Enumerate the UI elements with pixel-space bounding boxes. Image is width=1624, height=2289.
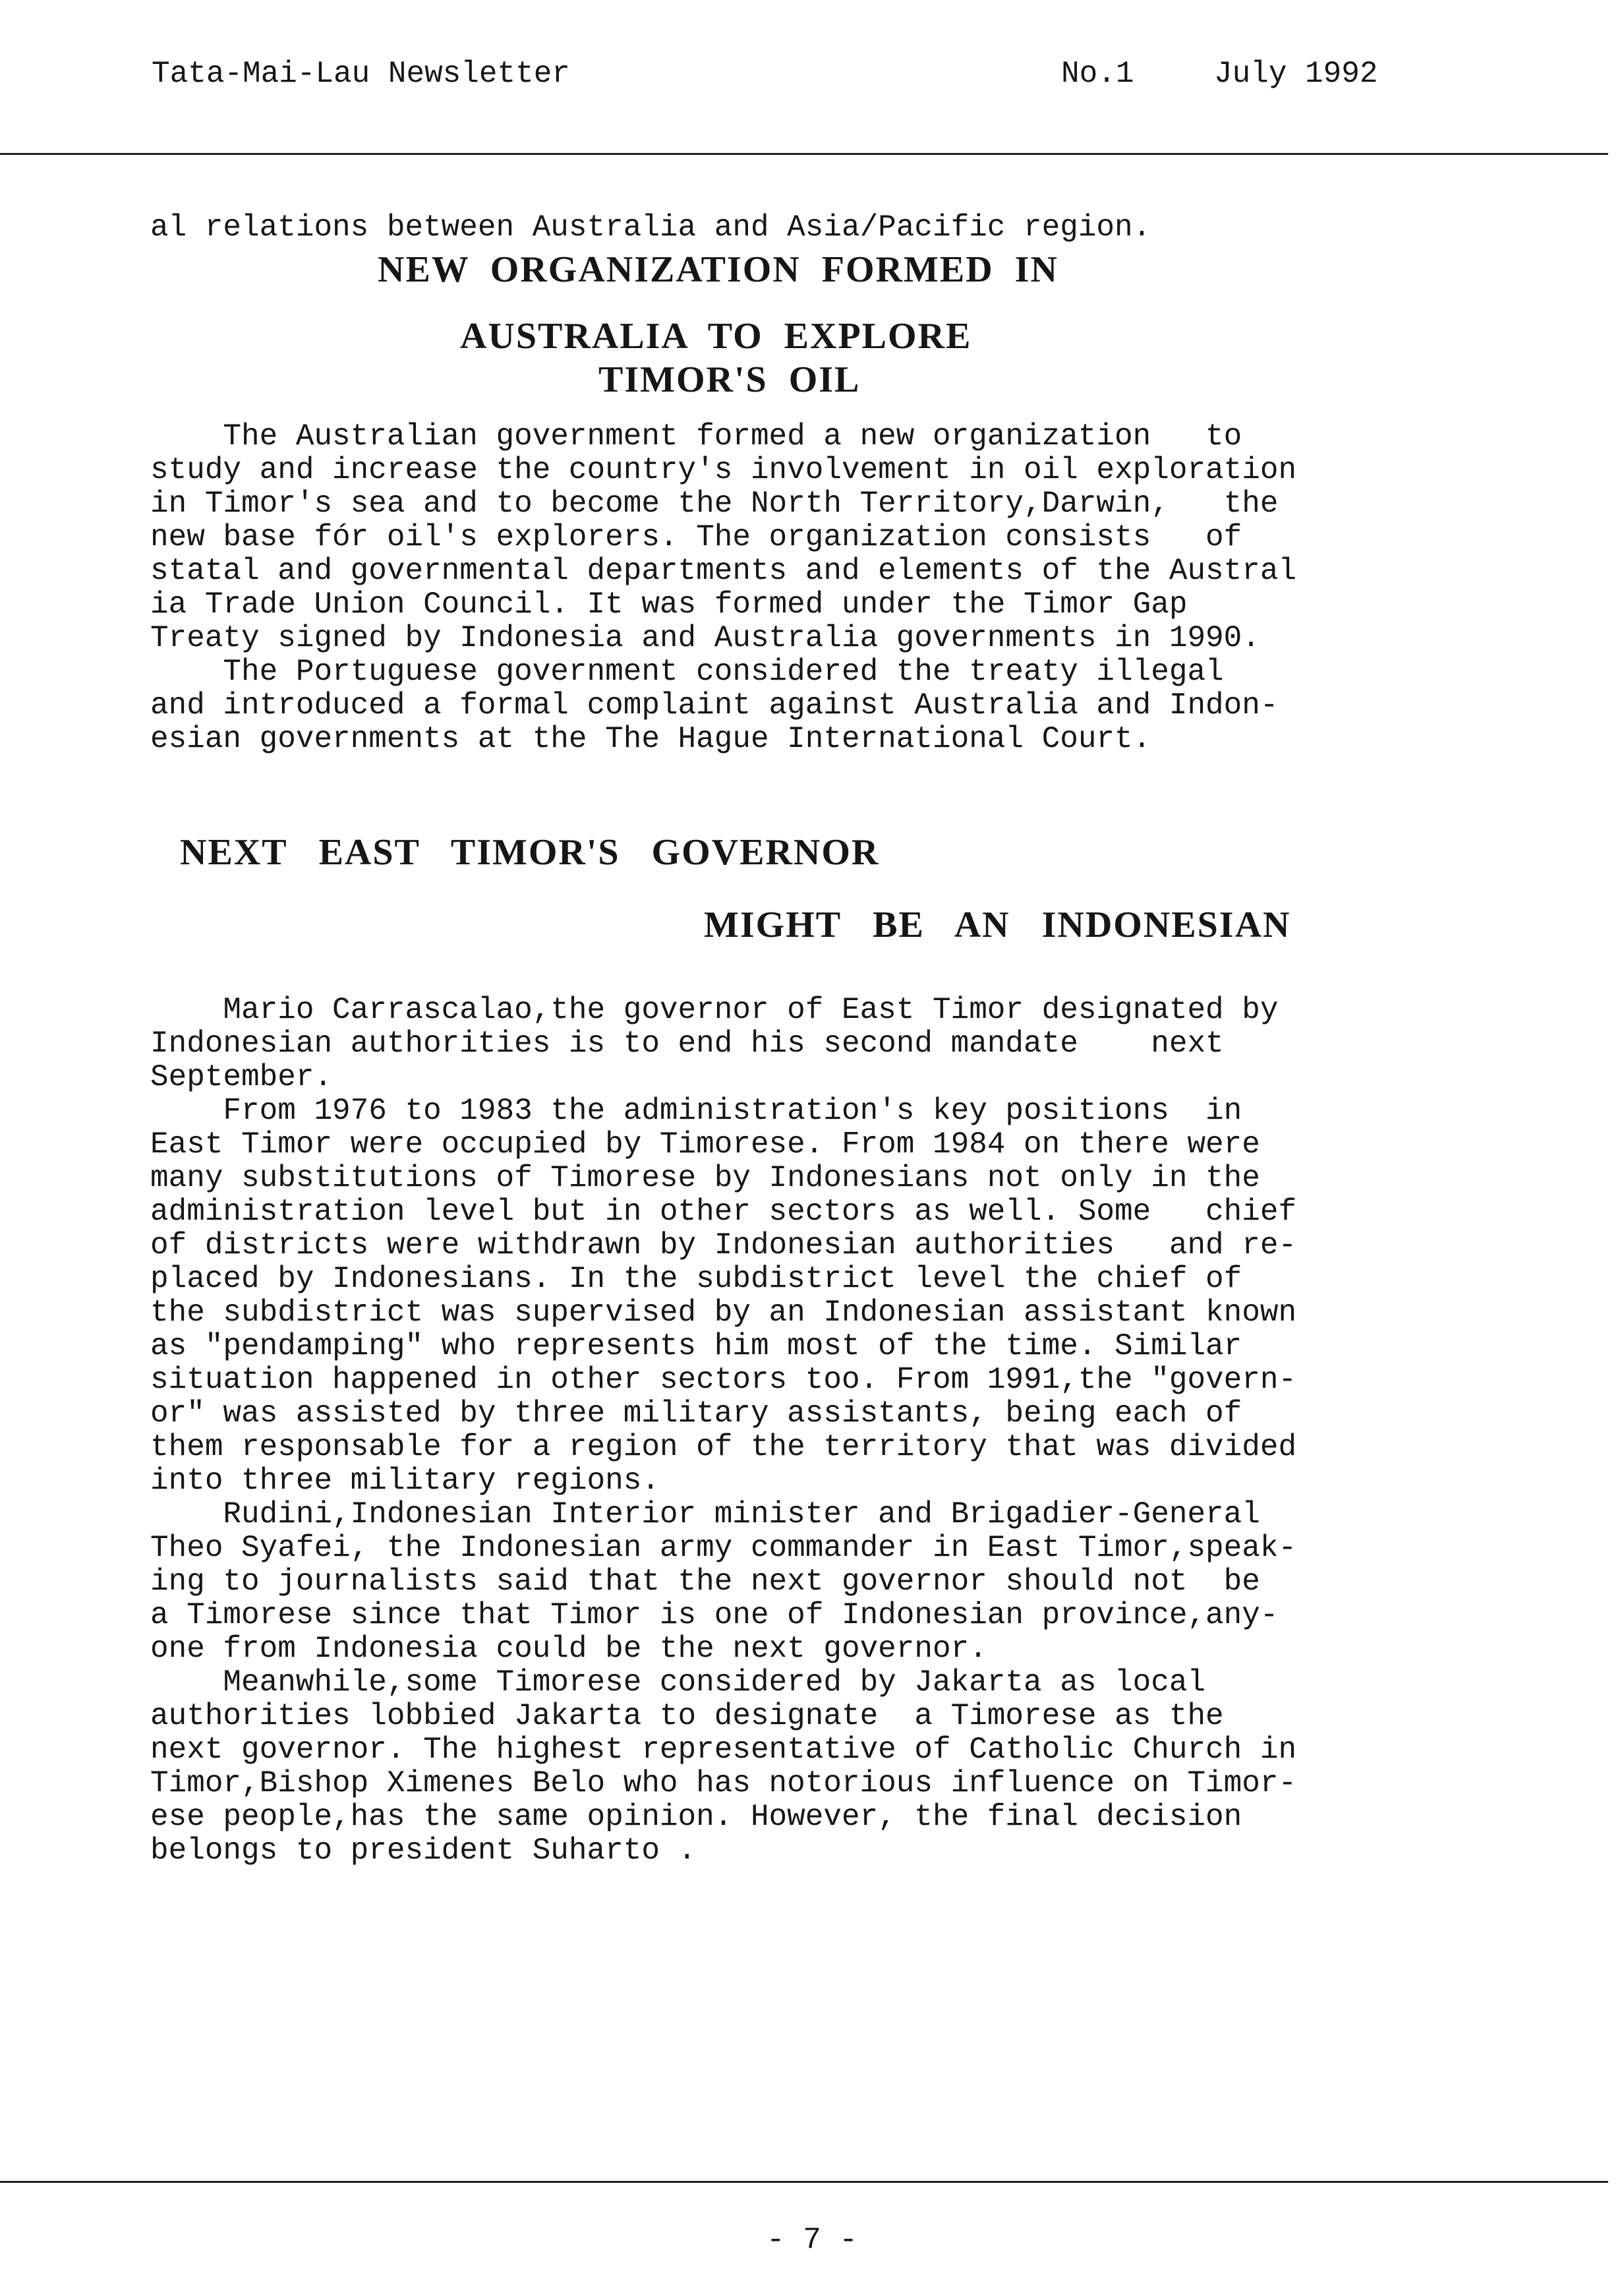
article1-body-line: and introduced a formal complaint against Australia and Indon- (150, 688, 1279, 723)
article2-body-line: authorities lobbied Jakarta to designate a Timorese as the (150, 1699, 1224, 1733)
article2-body-line: situation happened in other sectors too. From 1991,the "govern- (150, 1363, 1297, 1397)
article1-body-line: The Australian government formed a new organization to (150, 419, 1242, 454)
newsletter-title: Tata-Mai-Lau Newsletter (152, 57, 570, 91)
article1-headline-line3: TIMOR'S OIL (598, 359, 861, 400)
article2-body-line: one from Indonesia could be the next governor. (150, 1632, 987, 1666)
article1-body-line: The Portuguese government considered the treaty illegal (150, 655, 1224, 689)
article2-body-line: a Timorese since that Timor is one of Indonesian province,any- (150, 1598, 1279, 1632)
article1-body-line: Treaty signed by Indonesia and Australia governments in 1990. (150, 621, 1260, 655)
article2-body-line: Mario Carrascalao,the governor of East Timor designated by (150, 993, 1279, 1027)
article2-body-line: September. (150, 1060, 333, 1094)
issue-date: July 1992 (1214, 57, 1378, 91)
page-number: - 7 - (766, 2223, 858, 2257)
article1-body-line: ia Trade Union Council. It was formed under the Timor Gap (150, 587, 1188, 622)
article1-body-line: statal and governmental departments and elements of the Austral (150, 554, 1297, 588)
article2-body-line: as "pendamping" who represents him most of the time. Similar (150, 1329, 1242, 1363)
article2-body-line: Indonesian authorities is to end his second mandate next (150, 1026, 1224, 1061)
article1-body-line: new base fór oil's explorers. The organization consists of (150, 520, 1242, 554)
article2-body-line: Rudini,Indonesian Interior minister and Brigadier-General (150, 1497, 1260, 1531)
article2-body-line: Meanwhile,some Timorese considered by Jakarta as local (150, 1665, 1206, 1700)
article2-body-line: ing to journalists said that the next governor should not be (150, 1564, 1260, 1599)
article1-body-line: esian governments at the The Hague International Court. (150, 722, 1151, 756)
article1-headline-line2: AUSTRALIA TO EXPLORE (460, 316, 972, 357)
continuation-line: al relations between Australia and Asia/Pacific region. (150, 210, 1151, 245)
article2-headline-line2: MIGHT BE AN INDONESIAN (704, 905, 1291, 945)
page-header (152, 55, 1404, 95)
article2-headline-line1: NEXT EAST TIMOR'S GOVERNOR (180, 832, 880, 873)
article2-body-line: ese people,has the same opinion. However, the final decision (150, 1800, 1242, 1834)
article2-body-line: many substitutions of Timorese by Indonesians not only in the (150, 1161, 1260, 1195)
article1-body (150, 420, 1389, 756)
article2-body-line: Theo Syafei, the Indonesian army commander in East Timor,speak- (150, 1531, 1297, 1565)
article-next-governor (150, 829, 1389, 1868)
header-divider (0, 153, 1608, 155)
article2-body-line: East Timor were occupied by Timorese. From 1984 on there were (150, 1127, 1260, 1162)
article2-body-line: Timor,Bishop Ximenes Belo who has notorious influence on Timor- (150, 1766, 1297, 1800)
article2-body-line: placed by Indonesians. In the subdistrict level the chief of (150, 1262, 1242, 1296)
article2-body-line: into three military regions. (150, 1464, 660, 1498)
article2-body-line: belongs to president Suharto . (150, 1833, 697, 1868)
article1-body-line: study and increase the country's involvement in oil exploration (150, 453, 1297, 487)
article2-body-line: of districts were withdrawn by Indonesian authorities and re- (150, 1228, 1297, 1263)
article1-headline-line1: NEW ORGANIZATION FORMED IN (378, 249, 1058, 290)
article1-body-line: in Timor's sea and to become the North Territory,Darwin, the (150, 487, 1279, 521)
footer-divider (0, 2181, 1608, 2183)
issue-number: No.1 (1061, 57, 1134, 91)
article2-body (150, 994, 1389, 1868)
article2-body-line: administration level but in other sectors as well. Some chief (150, 1195, 1297, 1229)
article2-body-line: the subdistrict was supervised by an Indonesian assistant known (150, 1295, 1297, 1330)
article-oil-exploration (150, 246, 1389, 756)
article2-body-line: From 1976 to 1983 the administration's key positions in (150, 1094, 1242, 1128)
article2-body-line: next governor. The highest representative of Catholic Church in (150, 1733, 1297, 1767)
article2-body-line: or" was assisted by three military assistants, being each of (150, 1396, 1242, 1431)
page-content (150, 211, 1389, 1868)
article2-body-line: them responsable for a region of the territory that was divided (150, 1430, 1297, 1464)
